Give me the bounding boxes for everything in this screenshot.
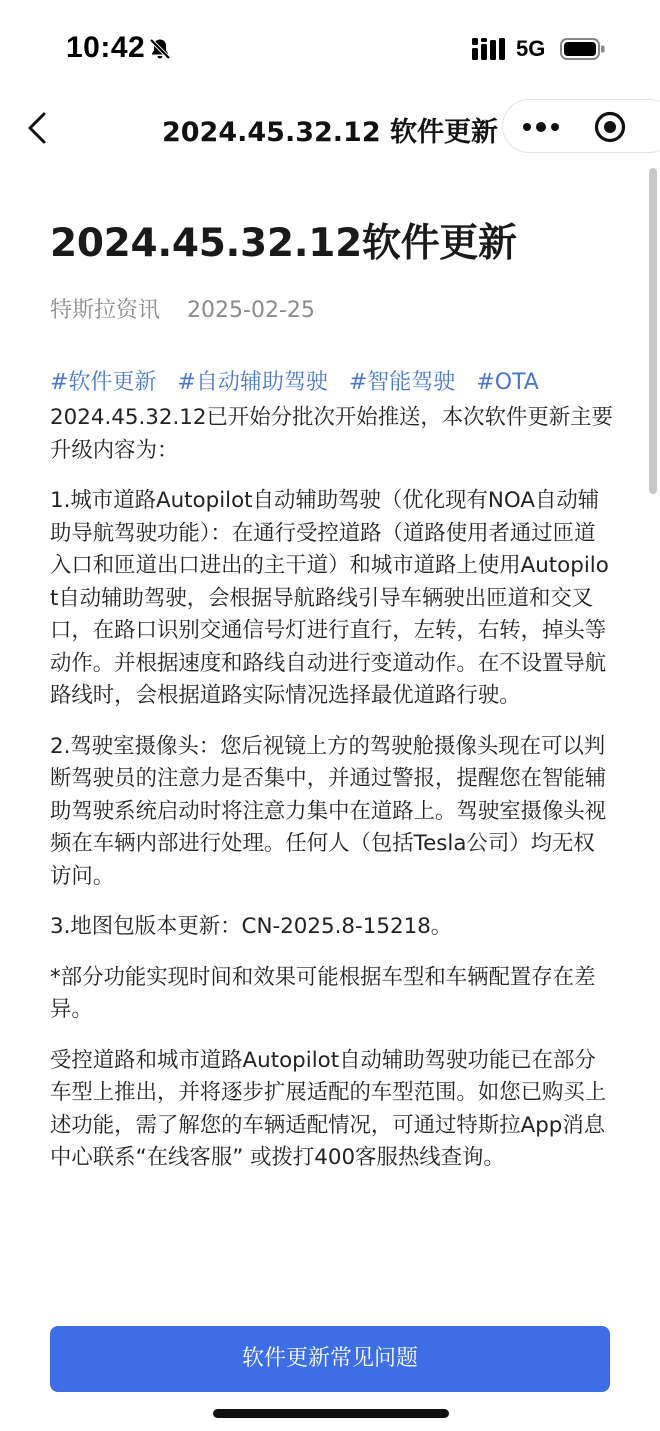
nav-bar: [0, 96, 660, 162]
tag-autopilot[interactable]: #自动辅助驾驶: [177, 370, 328, 395]
tag-smart-driving[interactable]: #智能驾驶: [348, 370, 456, 395]
scrollbar[interactable]: [649, 168, 657, 494]
article-date: 2025-02-25: [187, 298, 315, 323]
item-paragraph-1: 1.城市道路Autopilot自动辅助驾驶（优化现有NOA自动辅助导航驾驶功能）：在通行受控道路（道路使用者通过匝道入口和匝道出口进出的主干道）和城市道路上使用Autopilot自动辅助驾驶，会根据导航路线引导车辆驶出匝道和交叉口，在路口识别交通信号灯进行直行，左转，右转，掉头等动作。并根据速度和路线自动进行变道动作。在不设置导航路线时，会根据道路实际情况选择最优道路行驶。: [50, 488, 609, 708]
more-dots-icon[interactable]: [519, 112, 563, 142]
nav-title: 2024.45.32.12 软件更新: [161, 117, 499, 148]
article-title: 2024.45.32.12软件更新: [50, 221, 517, 266]
tag-list: [50, 366, 615, 400]
network-label: 5G: [516, 36, 546, 61]
status-bar: [0, 0, 660, 96]
article-meta: [50, 294, 615, 328]
item-paragraph-2: 2.驾驶室摄像头：您后视镜上方的驾驶舱摄像头现在可以判断驾驶员的注意力是否集中，并通过警报，提醒您在智能辅助驾驶系统启动时将注意力集中在道路上。驾驶室摄像头视频在车辆内部进行处理。任何人（包括Tesla公司）均无权访问。: [50, 733, 607, 889]
faq-button[interactable]: 软件更新常见问题: [50, 1326, 610, 1392]
intro-paragraph: 2024.45.32.12已开始分批次开始推送，本次软件更新主要升级内容为：: [50, 405, 613, 463]
status-time: 10:42: [66, 31, 146, 64]
closing-paragraph: 受控道路和城市道路Autopilot自动辅助驾驶功能已在部分车型上推出，并将逐步扩展适配的车型范围。如您已购买上述功能，需了解您的车辆适配情况，可通过特斯拉App消息中心联系“在线客服” 或拨打400客服热线查询。: [50, 1047, 607, 1170]
article: [50, 210, 615, 1175]
tag-software-update[interactable]: #软件更新: [50, 370, 157, 395]
item-paragraph-3: 3.地图包版本更新：CN-2025.8-15218。: [50, 914, 453, 939]
target-close-icon[interactable]: [591, 108, 629, 146]
mini-program-capsule: [502, 99, 660, 153]
tag-ota[interactable]: #OTA: [476, 370, 539, 395]
article-author[interactable]: 特斯拉资讯: [50, 298, 161, 323]
note-paragraph: *部分功能实现时间和效果可能根据车型和车辆配置存在差异。: [50, 964, 596, 1022]
home-indicator[interactable]: [213, 1409, 449, 1418]
battery-icon: [560, 37, 606, 61]
signal-icon: [472, 38, 508, 60]
bell-muted-icon: [148, 37, 172, 61]
